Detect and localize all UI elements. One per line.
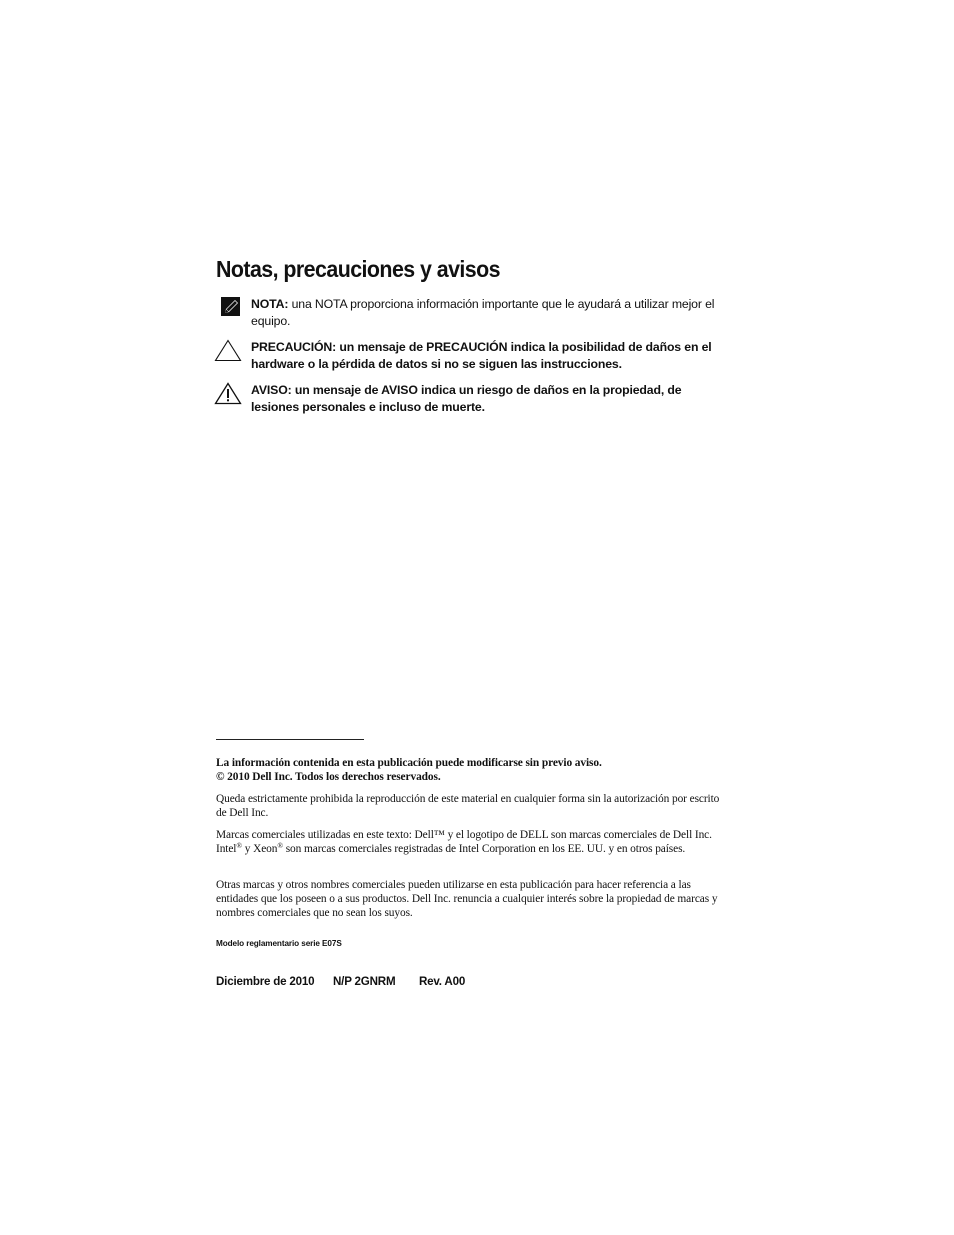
warning-text	[251, 382, 729, 416]
trademarks-text-2: y Xeon	[241, 843, 278, 855]
page-title: Notas, precauciones y avisos	[216, 256, 500, 282]
warning-label: AVISO:	[251, 383, 292, 397]
note-body: una NOTA proporciona información importante que le ayudará a utilizar mejor el equipo.	[251, 297, 715, 328]
trademarks-notice	[216, 828, 721, 856]
other-marks-notice: Otras marcas y otros nombres comerciales pueden utilizarse en esta publicación para hacer referencia a las entidades que los poseen o a sus productos. Dell Inc. renuncia a cualquier interés sobre la propiedad de marcas y nombres comerciales que no sean los suyos.	[216, 879, 718, 919]
note-label: NOTA:	[251, 297, 289, 311]
trademarks-text-3: son marcas comerciales registradas de Intel Corporation en los EE. UU. y en otros países.	[282, 843, 686, 855]
part-number: N/P 2GNRM	[333, 975, 396, 988]
warning-body: un mensaje de AVISO indica un riesgo de daños en la propiedad, de lesiones personales e incluso de muerte.	[251, 383, 682, 414]
trademarks-text-1: Marcas comerciales utilizadas en este texto: Dell™ y el logotipo de DELL son marcas comerciales de Dell Inc. Intel	[216, 829, 712, 855]
warning-exclamation-triangle-icon	[213, 382, 243, 406]
footnote-divider	[216, 739, 364, 740]
caution-triangle-icon	[213, 339, 243, 363]
copyright-line: © 2010 Dell Inc. Todos los derechos reservados.	[216, 771, 441, 783]
note-notice	[213, 296, 733, 332]
info-change-notice: La información contenida en esta publicación puede modificarse sin previo aviso.	[216, 757, 602, 769]
revision: Rev. A00	[419, 975, 466, 988]
reproduction-notice: Queda estrictamente prohibida la reproducción de este material en cualquier forma sin la autorización por escrito de Dell Inc.	[216, 793, 720, 819]
note-text	[251, 296, 729, 330]
registered-mark: ®	[236, 841, 242, 850]
note-pencil-icon	[213, 296, 243, 320]
caution-label: PRECAUCIÓN:	[251, 340, 337, 354]
caution-notice	[213, 339, 733, 375]
warning-notice	[213, 382, 733, 418]
registered-mark: ®	[277, 841, 283, 850]
publication-date: Diciembre de 2010	[216, 975, 315, 988]
regulatory-model: Modelo reglamentario serie E07S	[216, 939, 342, 948]
caution-text	[251, 339, 729, 373]
caution-body: un mensaje de PRECAUCIÓN indica la posibilidad de daños en el hardware o la pérdida de datos si no se siguen las instrucciones.	[251, 340, 712, 371]
